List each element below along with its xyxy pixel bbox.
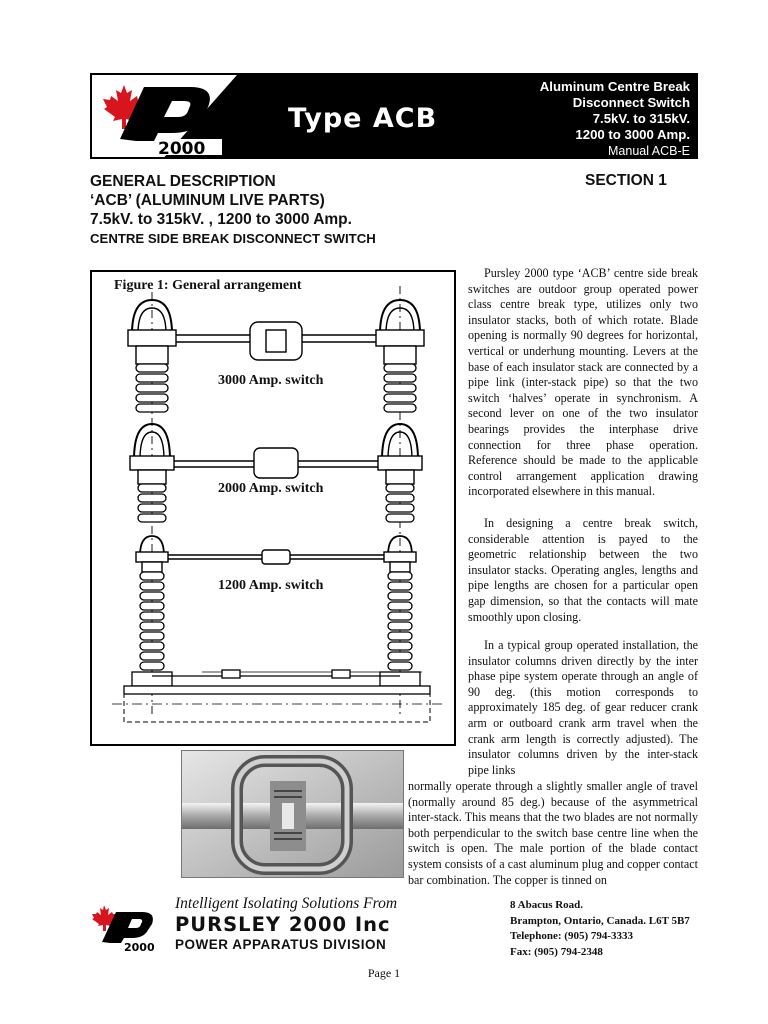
switch-3000-drawing <box>128 300 424 364</box>
switch-2000-drawing <box>130 424 422 484</box>
heading-line-1: GENERAL DESCRIPTION <box>90 173 276 190</box>
figure-general-arrangement <box>90 270 456 746</box>
manual-number: Manual ACB-E <box>608 144 690 158</box>
product-line-1: Aluminum Centre Break <box>539 79 690 94</box>
heading-line-4: CENTRE SIDE BREAK DISCONNECT SWITCH <box>90 231 376 246</box>
page-number: Page 1 <box>367 966 401 980</box>
figure-caption: Figure 1: General arrangement <box>114 278 302 293</box>
heading-line-2: ‘ACB’ (ALUMINUM LIVE PARTS) <box>90 192 325 209</box>
paragraph-3-bottom: normally operate through a slightly smaller angle of travel (normally around 85 deg.) because of the asymmetrical inter-stack. This means that the two blades are not normally both perpendicular to the switch base centre line when the switch is open. The male portion of the blade contact system consists of a cast aluminum plug and copper contact bar combination. The copper is tinned on <box>408 779 698 887</box>
product-line-2: Disconnect Switch <box>572 95 690 110</box>
product-summary <box>540 79 690 159</box>
paragraph-2: In designing a centre break switch, considerable attention is payed to the geometric relationship between the two insulator stacks. Operating angles, lengths and pipe lengths are chosen for a particular open gap dimension, so that the contacts will mate smoothly upon closing. <box>468 516 698 624</box>
footer-address <box>510 898 690 960</box>
insulator-right-lower <box>388 572 412 670</box>
contact-photo-illustration <box>182 751 404 878</box>
address-telephone: Telephone: (905) 794-3333 <box>510 930 634 942</box>
address-line-1: 8 Abacus Road. <box>510 899 584 911</box>
footer-tagline: Intelligent Isolating Solutions From <box>175 895 398 912</box>
insulator-left-upper <box>136 364 168 412</box>
footer-division: POWER APPARATUS DIVISION <box>175 937 387 952</box>
general-description-heading <box>90 172 376 247</box>
switch-drawing <box>92 272 458 748</box>
footer-logo-number: 2000 <box>124 941 155 952</box>
address-fax: Fax: (905) 794-2348 <box>510 945 603 958</box>
address-line-2: Brampton, Ontario, Canada. L6T 5B7 <box>510 914 690 927</box>
switch-base-drawing <box>112 670 442 722</box>
paragraph-1: Pursley 2000 type ‘ACB’ centre side break switches are outdoor group operated power class centre break type, utilizes only two insulator stacks, both of which rotate. Blade opening is normally 90 degrees for horizontal, vertical or underhung mounting. Levers at the base of each insulator stack are connected by a pipe link (inter-stack pipe) so that the two switch ‘halves’ operate in synchronism. A second lever on one of the two insulator bearings provides the interphase drive connection for three phase operation. Reference should be made to the applicable control arrangement application drawing incorporated elsewhere in this manual. <box>468 266 698 499</box>
logo-number: 2000 <box>158 139 206 157</box>
switch-1200-drawing <box>136 536 416 572</box>
product-line-3: 7.5kV. to 315kV. <box>592 111 690 126</box>
header-banner <box>90 73 698 159</box>
heading-line-3: 7.5kV. to 315kV. , 1200 to 3000 Amp. <box>90 211 352 228</box>
label-3000-amp: 3000 Amp. switch <box>218 373 324 388</box>
section-number: SECTION 1 <box>585 172 667 189</box>
product-type-title: Type ACB <box>288 103 438 134</box>
footer-company-name: PURSLEY 2000 Inc <box>175 913 391 936</box>
footer-logo-icon <box>90 902 162 952</box>
paragraph-3-top: In a typical group operated installation, the insulator columns driven directly by the inter phase pipe system operate through an angle of 90 deg. (this motion corresponds to approximately 185 deg. of gear reducer crank arm or outboard crank arm travel when the crank arm length is correctly adjusted). The insulator columns driven by the inter-stack pipe links <box>468 638 698 777</box>
label-1200-amp: 1200 Amp. switch <box>218 578 324 593</box>
label-2000-amp: 2000 Amp. switch <box>218 481 324 496</box>
contact-photo <box>181 750 404 878</box>
product-line-4: 1200 to 3000 Amp. <box>575 127 690 142</box>
insulator-right-upper <box>384 364 416 412</box>
pursley-logo-icon <box>98 79 248 157</box>
